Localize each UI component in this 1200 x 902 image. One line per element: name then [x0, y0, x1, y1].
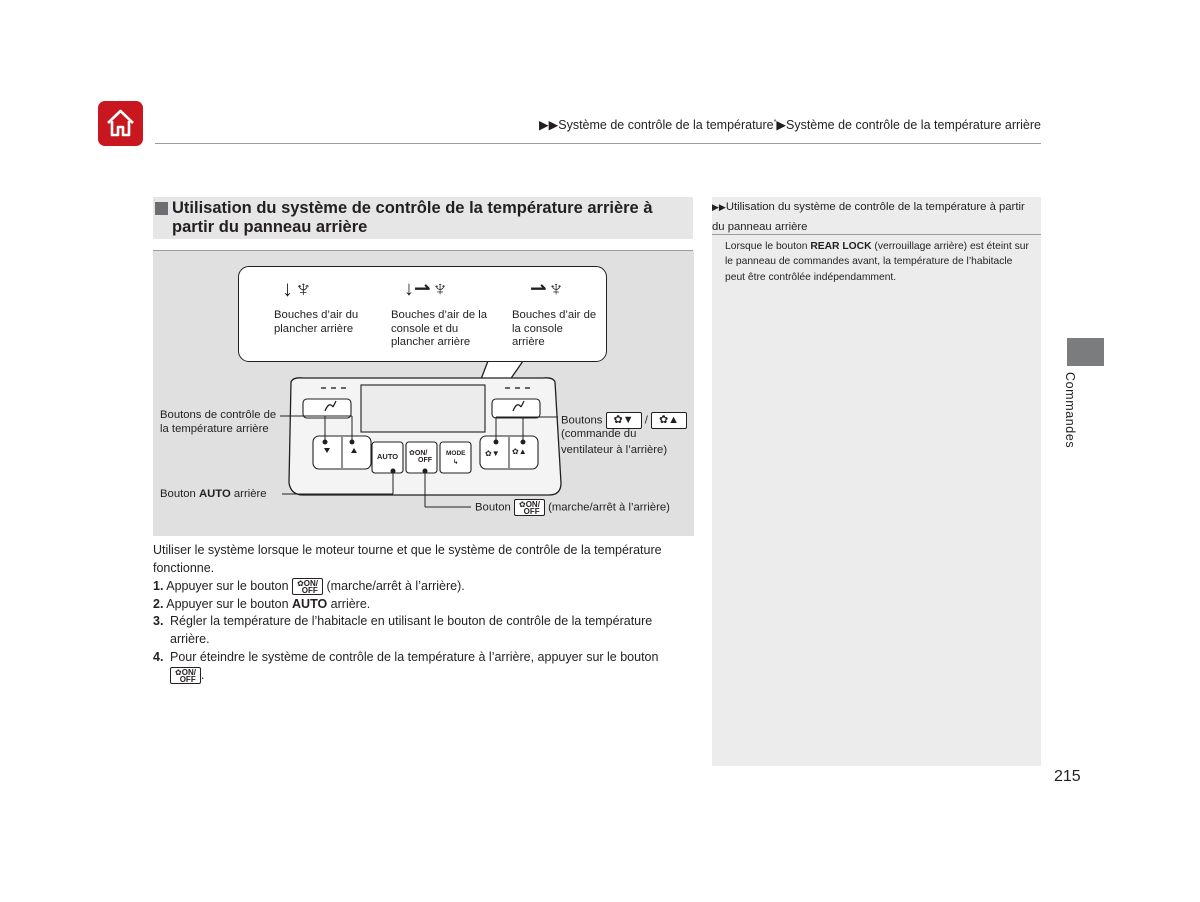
on-off-icon: ✿ON/ OFF: [170, 667, 201, 684]
breadcrumb-link-temperature[interactable]: Système de contrôle de la température: [558, 118, 774, 132]
console-floor-vent-label: Bouches d’air de la console et du plancher arrière: [391, 309, 488, 348]
breadcrumb: [539, 117, 1041, 132]
auto-button[interactable]: AUTO: [377, 452, 399, 461]
fan-buttons-label: [561, 412, 687, 429]
section-title: Utilisation du système de contrôle de la température arrière à partir du panneau arrière: [172, 199, 653, 236]
fan-up-icon: ✿▲: [651, 412, 687, 429]
step-1: 1. Appuyer sur le bouton ✿ON/ OFF (marche/arrêt à l’arrière).: [153, 579, 465, 596]
step-4: 4. Pour éteindre le système de contrôle de la température à l’arrière, appuyer sur le bouton: [153, 650, 659, 664]
fan-icon: ✿: [409, 450, 415, 457]
page-number: 215: [1054, 768, 1081, 785]
auto-button-label: Bouton AUTO arrière: [160, 488, 267, 500]
step-3: 3. Régler la température de l’habitacle en utilisant le bouton de contrôle de la température arrière.: [153, 614, 653, 646]
on-label: ON/: [414, 450, 428, 457]
on-off-icon: ✿ON/ OFF: [514, 499, 545, 516]
console-floor-vent-icon: ↓⇀♆: [404, 278, 446, 300]
chapter-tab-label[interactable]: Commandes: [1063, 372, 1077, 449]
fan-down-icon: ✿▼: [606, 412, 642, 429]
fan-buttons-label-line2: (commande du: [561, 428, 637, 440]
fan-down-button[interactable]: ✿▼: [485, 449, 500, 458]
chapter-tab-marker[interactable]: [1067, 338, 1104, 366]
breadcrumb-separator-icon: ▶: [776, 118, 786, 132]
on-off-icon: ✿ON/ OFF: [292, 578, 323, 595]
fan-buttons-slash: /: [644, 414, 648, 427]
step-4-icon: ✿ON/ OFF .: [170, 667, 204, 684]
on-off-button[interactable]: [409, 450, 432, 464]
floor-vent-label: Bouches d’air du plancher arrière: [274, 309, 359, 335]
vent-mode-icon: ↳: [453, 459, 459, 466]
off-label: OFF: [418, 457, 432, 464]
fan-up-button[interactable]: ✿▲: [512, 447, 527, 456]
on-off-button-label: Bouton ✿ON/ OFF (marche/arrêt à l’arrière): [475, 500, 670, 516]
double-arrow-icon: ▶▶: [712, 202, 726, 212]
breadcrumb-arrow-icon: ▶▶: [539, 118, 559, 132]
fan-buttons-label-line3: ventilateur à l’arrière): [561, 444, 668, 456]
breadcrumb-current: Système de contrôle de la température arrière: [786, 118, 1041, 132]
console-vent-label: Bouches d’air de la console arrière: [512, 309, 597, 348]
floor-vent-icon: ↓♆: [282, 276, 310, 301]
mode-button[interactable]: [446, 449, 466, 467]
mode-label: MODE: [446, 450, 466, 457]
header-divider: [155, 143, 1041, 144]
step-2: 2. Appuyer sur le bouton AUTO arrière.: [153, 597, 371, 611]
section-square-icon: [155, 202, 168, 215]
sidebar-title: ▶▶Utilisation du système de contrôle de la température à partir du panneau arrière: [712, 201, 1025, 233]
temp-buttons-label: Boutons de contrôle de la température arrière: [160, 409, 277, 435]
sidebar-divider: [712, 234, 1041, 235]
home-button[interactable]: [98, 101, 143, 146]
sidebar-text: Lorsque le bouton REAR LOCK (verrouillage arrière) est éteint sur le panneau de commandes avant, la température de l’habitacle peut être contrôlée indépendamment.: [725, 241, 1029, 283]
fan-buttons-prefix: Boutons: [561, 414, 603, 427]
intro-paragraph: Utiliser le système lorsque le moteur tourne et que le système de contrôle de la température fonctionne.: [153, 543, 662, 575]
home-icon: [105, 108, 136, 139]
console-vent-icon: ⇀♆: [530, 278, 562, 300]
breadcrumb-asterisk: *: [773, 118, 777, 126]
